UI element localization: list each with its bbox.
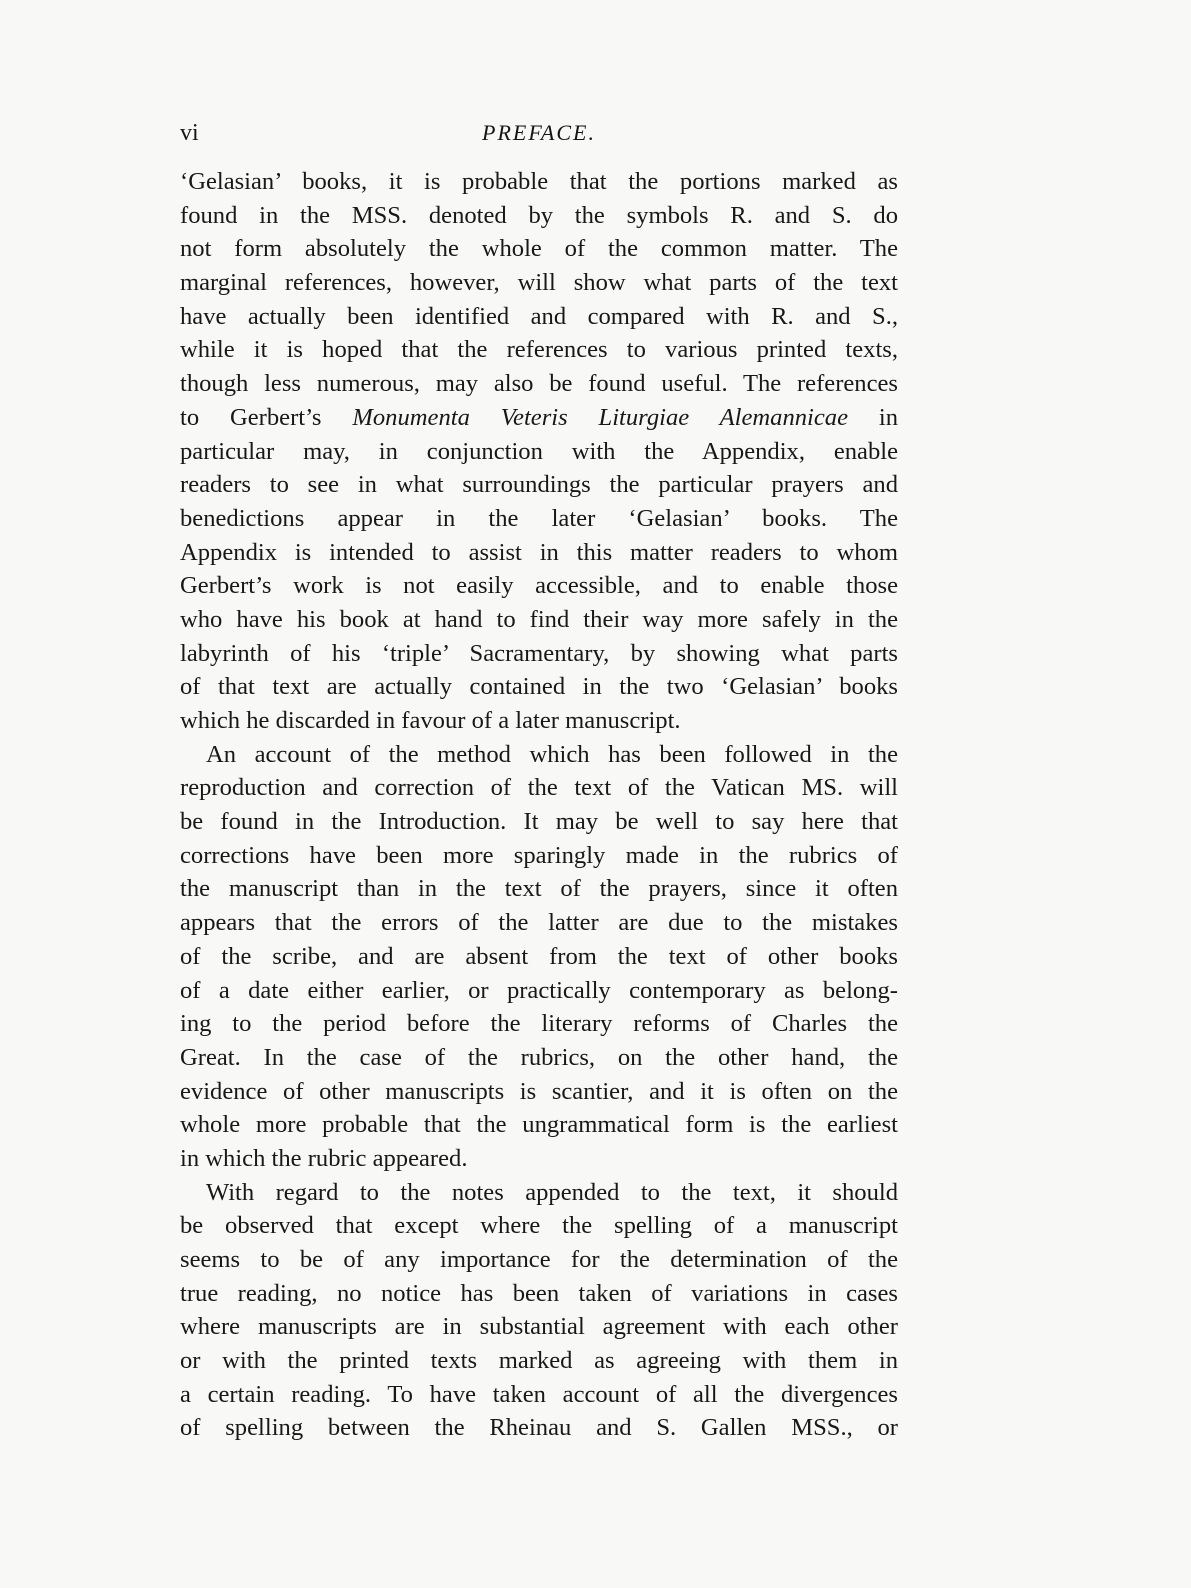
text-line: not form absolutely the whole of the common matter. The <box>180 235 898 263</box>
text-line: which he discarded in favour of a later manuscript. <box>180 707 681 734</box>
text-line: or with the printed texts marked as agreeing with them in <box>180 1347 898 1375</box>
text-after-title: in <box>848 403 898 431</box>
paragraph-2 <box>180 738 898 1176</box>
text-line: have actually been identified and compared with R. and S., <box>180 302 898 330</box>
running-title: PREFACE. <box>482 120 596 145</box>
text-line: be found in the Introduction. It may be well to say here that <box>180 808 898 836</box>
text-line: be observed that except where the spelling of a manuscript <box>180 1212 898 1240</box>
text-line: readers to see in what surroundings the particular prayers and <box>180 471 898 499</box>
text-line: seems to be of any importance for the determination of the <box>180 1246 898 1273</box>
text-line: in which the rubric appeared. <box>180 1144 468 1172</box>
text-line: marginal references, however, will show what parts of the text <box>180 269 898 297</box>
text-line: of that text are actually contained in the two ‘Gelasian’ books <box>180 673 898 701</box>
text-line: Great. In the case of the rubrics, on the other hand, the <box>180 1043 898 1071</box>
paragraph-3 <box>180 1176 898 1446</box>
text-before-title: to Gerbert’s <box>180 403 353 431</box>
text-line: of the scribe, and are absent from the text of other books <box>180 942 898 970</box>
text-line: where manuscripts are in substantial agreement with each other <box>180 1313 898 1341</box>
text-line: With regard to the notes appended to the text, it should <box>206 1178 898 1206</box>
text-line: a certain reading. To have taken account of all the divergences <box>180 1380 898 1408</box>
paragraph-1 <box>180 165 898 738</box>
text-line: whole more probable that the ungrammatical form is the earliest <box>180 1111 898 1139</box>
book-title: Monumenta Veteris Liturgiae Alemannicae <box>352 403 848 431</box>
page-number: vi <box>180 120 199 146</box>
text-line: while it is hoped that the references to various printed texts, <box>180 336 898 364</box>
text-line: of a date either earlier, or practically contemporary as belong- <box>180 976 898 1004</box>
text-line-with-title <box>180 401 898 435</box>
text-line: benedictions appear in the later ‘Gelasian’ books. The <box>180 504 898 532</box>
text-line: the manuscript than in the text of the prayers, since it often <box>180 875 898 903</box>
text-line: labyrinth of his ‘triple’ Sacramentary, by showing what parts <box>180 639 898 667</box>
text-line: Appendix is intended to assist in this matter readers to whom <box>180 538 898 566</box>
preface-text <box>180 165 898 1445</box>
text-line: An account of the method which has been followed in the <box>206 740 898 768</box>
text-line: ‘Gelasian’ books, it is probable that the portions marked as <box>180 168 898 195</box>
text-line: found in the MSS. denoted by the symbols R. and S. do <box>180 201 898 229</box>
text-line: who have his book at hand to find their way more safely in the <box>180 605 898 633</box>
text-line: evidence of other manuscripts is scantier, and it is often on the <box>180 1077 898 1105</box>
text-line: of spelling between the Rheinau and S. Gallen MSS., or <box>180 1414 898 1442</box>
page-header <box>180 117 898 153</box>
text-line: appears that the errors of the latter are due to the mistakes <box>180 909 898 937</box>
text-line: though less numerous, may also be found useful. The references <box>180 370 898 398</box>
text-line: Gerbert’s work is not easily accessible, and to enable those <box>180 572 898 600</box>
text-line: corrections have been more sparingly made in the rubrics of <box>180 841 898 869</box>
text-line: particular may, in conjunction with the Appendix, enable <box>180 437 898 465</box>
text-line: ing to the period before the literary reforms of Charles the <box>180 1010 898 1038</box>
text-line: reproduction and correction of the text of the Vatican MS. will <box>180 774 898 802</box>
text-line: true reading, no notice has been taken of variations in cases <box>180 1279 898 1307</box>
